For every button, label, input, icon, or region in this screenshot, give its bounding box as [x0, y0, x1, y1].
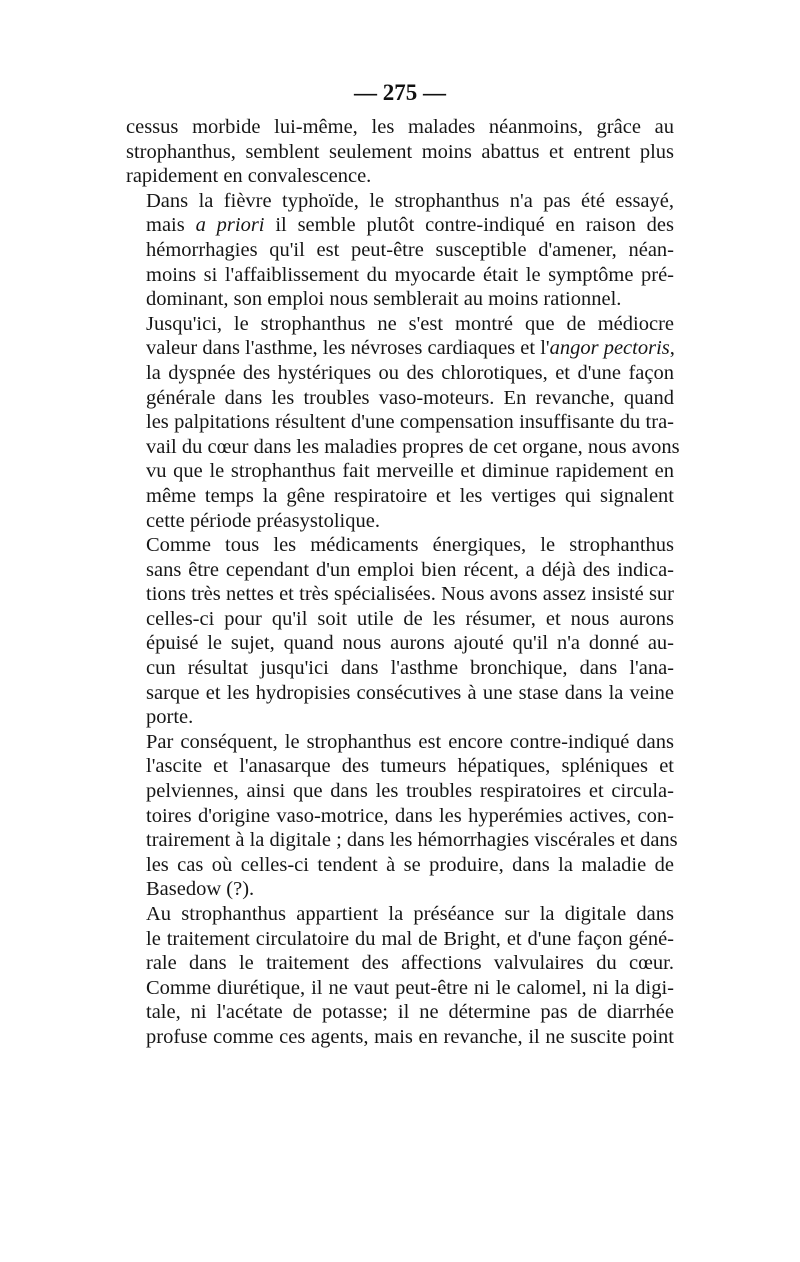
- text-line: profuse comme ces agents, mais en revanche, il ne suscite point: [146, 1025, 674, 1048]
- text-line: dominant, son emploi nous semblerait au moins rationnel.: [146, 288, 622, 311]
- text-line: rale dans le traitement des affections valvulaires du cœur.: [146, 952, 674, 975]
- text-line: Dans la fièvre typhoïde, le strophanthus n'a pas été essayé,: [146, 189, 674, 212]
- paragraph: [126, 312, 680, 533]
- text-line: même temps la gêne respiratoire et les vertiges qui signalent: [146, 484, 674, 507]
- text-line: vu que le strophanthus fait merveille et diminue rapidement en: [146, 460, 674, 483]
- paragraph: [126, 902, 674, 1050]
- text-line: cun résultat jusqu'ici dans l'asthme bronchique, dans l'ana-: [146, 657, 674, 680]
- text-line: tions très nettes et très spécialisées. Nous avons assez insisté sur: [146, 583, 674, 606]
- text-line: strophanthus, semblent seulement moins abattus et entrent plus: [126, 140, 674, 163]
- text-line: les cas où celles-ci tendent à se produire, dans la maladie de: [146, 853, 674, 876]
- text-line: moins si l'affaiblissement du myocarde était le symptôme pré-: [146, 263, 674, 286]
- text-line: pelviennes, ainsi que dans les troubles respiratoires et circula-: [146, 780, 674, 803]
- text-line: vail du cœur dans les maladies propres de cet organe, nous avons: [146, 435, 680, 458]
- page-number: — 275 —: [354, 80, 446, 105]
- text-line: Comme tous les médicaments énergiques, le strophanthus: [146, 534, 674, 557]
- body-text: [126, 115, 680, 1050]
- text-line: la dyspnée des hystériques ou des chlorotiques, et d'une façon: [146, 361, 674, 384]
- text-line: cette période préasystolique.: [146, 509, 380, 532]
- text-line: hémorrhagies qu'il est peut-être susceptible d'amener, néan-: [146, 238, 674, 261]
- text-line: rapidement en convalescence.: [126, 165, 372, 188]
- text-line: Jusqu'ici, le strophanthus ne s'est montré que de médiocre: [146, 312, 674, 335]
- paragraph: [126, 115, 674, 189]
- text-line: porte.: [146, 706, 194, 729]
- text-line: Par conséquent, le strophanthus est encore contre-indiqué dans: [146, 730, 674, 753]
- text-line: sans être cependant d'un emploi bien récent, a déjà des indica-: [146, 558, 674, 581]
- paragraph: [126, 730, 678, 902]
- text-line: épuisé le sujet, quand nous aurons ajouté qu'il n'a donné au-: [146, 632, 674, 655]
- text-line: cessus morbide lui-même, les malades néanmoins, grâce au: [126, 116, 674, 138]
- text-line: l'ascite et l'anasarque des tumeurs hépatiques, spléniques et: [146, 755, 674, 778]
- text-line: le traitement circulatoire du mal de Bright, et d'une façon géné-: [146, 927, 674, 950]
- text-line: Comme diurétique, il ne vaut peut-être ni le calomel, ni la digi-: [146, 976, 674, 999]
- text-line: valeur dans l'asthme, les névroses cardiaques et l'angor pectoris,: [146, 337, 675, 360]
- text-line: générale dans les troubles vaso-moteurs. En revanche, quand: [146, 386, 674, 409]
- text-line: sarque et les hydropisies consécutives à une stase dans la veine: [146, 681, 674, 704]
- text-line: celles-ci pour qu'il soit utile de les résumer, et nous aurons: [146, 607, 674, 630]
- text-line: trairement à la digitale ; dans les hémorrhagies viscérales et dans: [146, 829, 678, 852]
- text-line: les palpitations résultent d'une compensation insuffisante du tra-: [146, 411, 674, 434]
- text-line: mais a priori il semble plutôt contre-indiqué en raison des: [146, 214, 674, 237]
- text-line: Basedow (?).: [146, 878, 255, 901]
- paragraph: [126, 533, 674, 730]
- text-line: tale, ni l'acétate de potasse; il ne détermine pas de diarrhée: [146, 1001, 674, 1024]
- text-line: toires d'origine vaso-motrice, dans les hyperémies actives, con-: [146, 804, 674, 827]
- paragraph: [126, 189, 674, 312]
- text-line: Au strophanthus appartient la préséance sur la digitale dans: [146, 903, 674, 925]
